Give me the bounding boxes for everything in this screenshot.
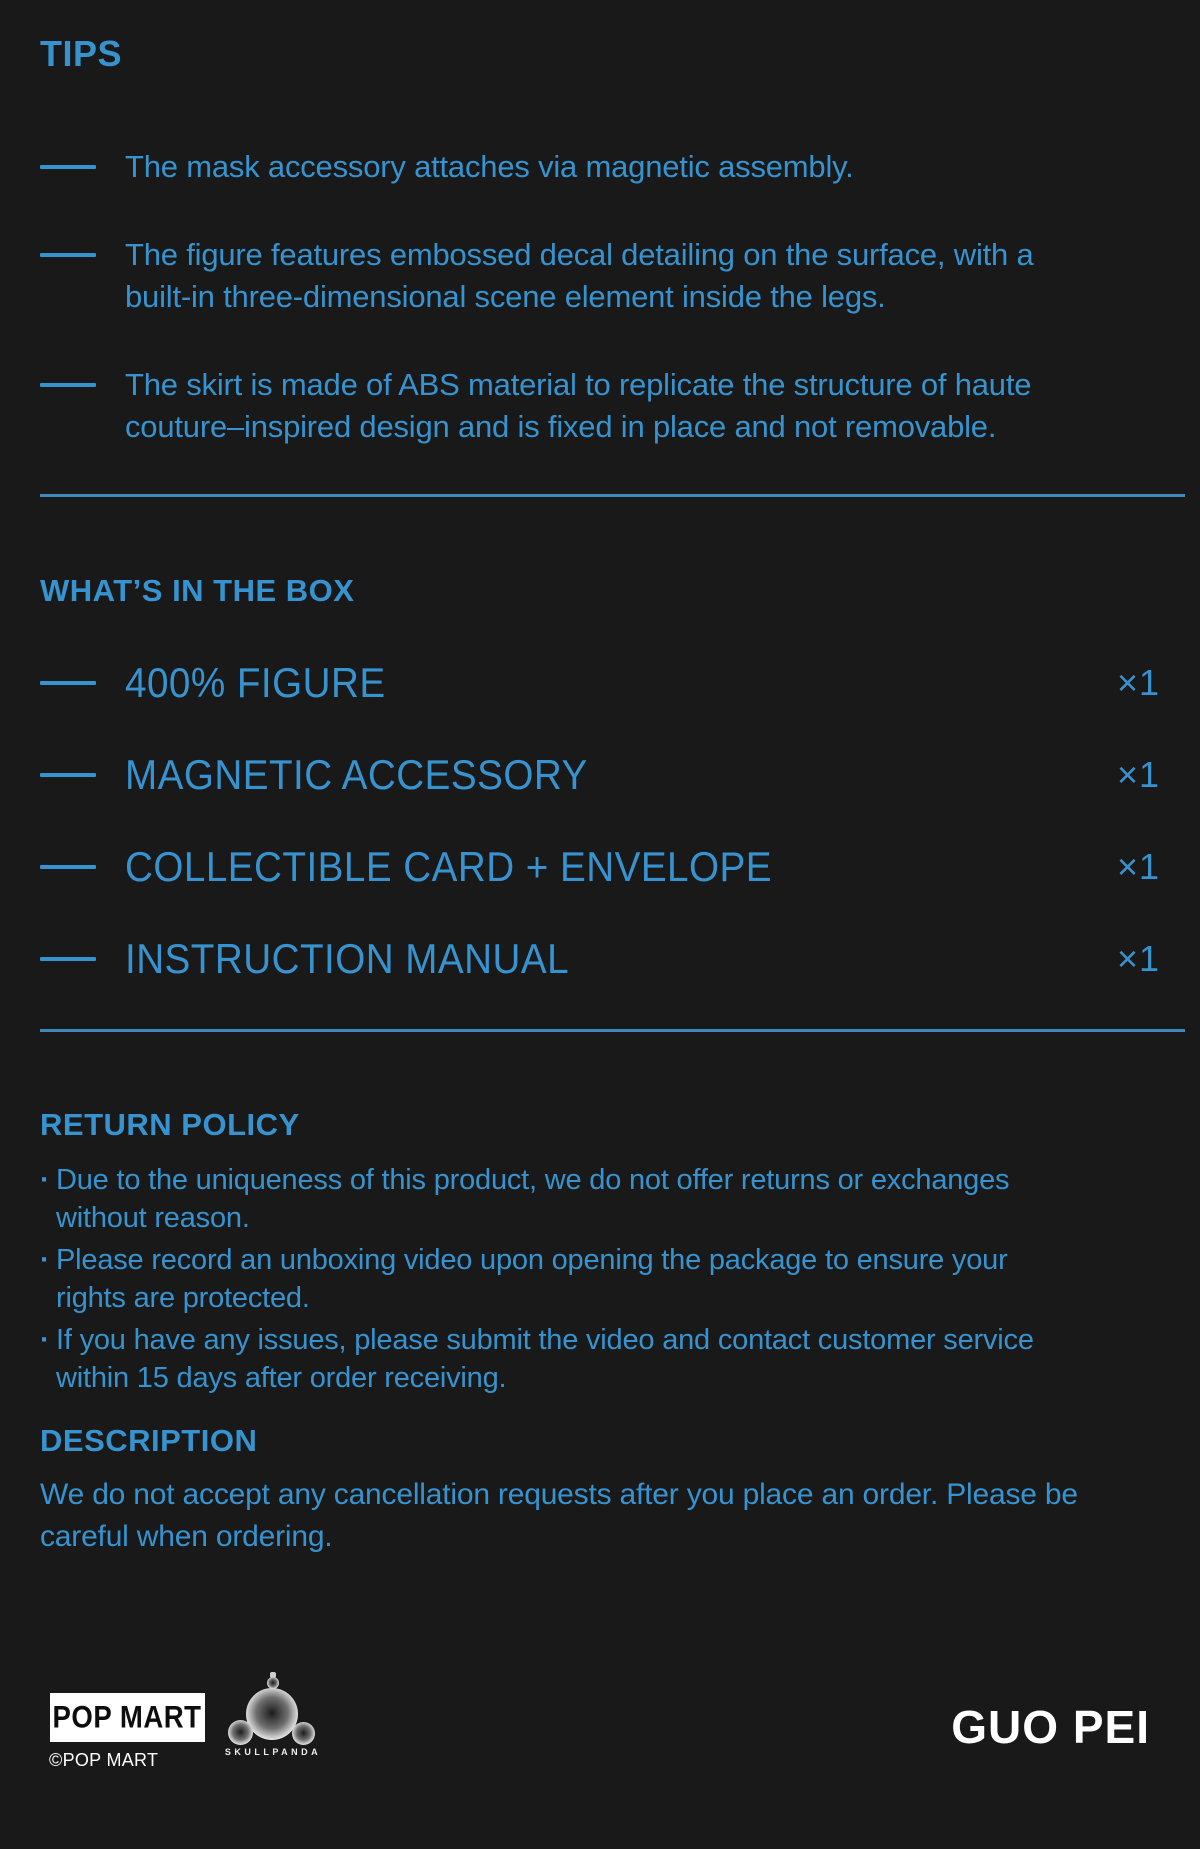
policy-item <box>40 1321 1160 1397</box>
dash-bullet-icon <box>40 681 96 685</box>
description-line: We do not accept any cancellation requests after you place an order. Please be <box>40 1478 1078 1511</box>
skullpanda-logo <box>225 1666 321 1762</box>
popmart-logo-text: POP MART <box>53 1699 202 1735</box>
box-item-qty: ×1 <box>1116 754 1160 795</box>
box-item-row <box>40 937 1160 981</box>
tip-text <box>125 364 1031 448</box>
whats-in-the-box-title: WHAT’S IN THE BOX <box>40 573 355 608</box>
box-item-qty: ×1 <box>1116 938 1160 979</box>
box-item-qty: ×1 <box>1116 846 1160 887</box>
policy-line: rights are protected. <box>56 1282 310 1314</box>
description-text <box>40 1474 1160 1558</box>
policy-item <box>40 1241 1160 1317</box>
skullpanda-left-sphere-icon <box>228 1720 253 1745</box>
return-policy-title: RETURN POLICY <box>40 1107 300 1142</box>
tip-line: couture–inspired design and is fixed in place and not removable. <box>125 409 997 444</box>
section-divider <box>40 494 1185 497</box>
dot-bullet-icon: · <box>40 1164 50 1196</box>
box-item-name: 400% FIGURE <box>125 659 386 706</box>
tips-title: TIPS <box>40 33 123 74</box>
skullpanda-right-sphere-icon <box>292 1722 315 1745</box>
tip-line: The figure features embossed decal detailing on the surface, with a <box>125 237 1034 272</box>
policy-line: without reason. <box>56 1202 250 1234</box>
tip-line: The mask accessory attaches via magnetic assembly. <box>125 149 854 184</box>
description-line: careful when ordering. <box>40 1520 333 1553</box>
policy-item <box>40 1161 1160 1237</box>
tip-item <box>40 234 1160 318</box>
tip-line: The skirt is made of ABS material to replicate the structure of haute <box>125 367 1032 402</box>
description-title: DESCRIPTION <box>40 1423 258 1458</box>
dash-bullet-icon <box>40 253 96 257</box>
policy-line: Please record an unboxing video upon opening the package to ensure your <box>56 1244 1008 1276</box>
skullpanda-label: SKULLPANDA <box>224 1747 322 1757</box>
box-item-row <box>40 661 1160 705</box>
tip-item <box>40 364 1160 448</box>
dash-bullet-icon <box>40 957 96 961</box>
tip-item <box>40 146 1160 188</box>
dash-bullet-icon <box>40 383 96 387</box>
box-item-name: INSTRUCTION MANUAL <box>125 935 570 982</box>
box-item-name: COLLECTIBLE CARD + ENVELOPE <box>125 843 772 890</box>
guo-pei-brand: GUO PEI <box>951 1701 1150 1753</box>
tips-list <box>40 146 1160 448</box>
box-item-row <box>40 753 1160 797</box>
section-divider <box>40 1029 1185 1032</box>
tip-text <box>125 234 1034 318</box>
policy-text <box>56 1321 1034 1397</box>
policy-line: If you have any issues, please submit the video and contact customer service <box>56 1324 1034 1356</box>
policy-text <box>56 1161 1009 1237</box>
box-item-row <box>40 845 1160 889</box>
dot-bullet-icon: · <box>40 1244 50 1276</box>
skullpanda-body-icon <box>246 1688 298 1740</box>
policy-line: Due to the uniqueness of this product, we do not offer returns or exchanges <box>56 1164 1010 1196</box>
dash-bullet-icon <box>40 865 96 869</box>
dot-bullet-icon: · <box>40 1324 50 1356</box>
box-item-qty: ×1 <box>1116 662 1160 703</box>
return-policy-list <box>40 1161 1160 1397</box>
copyright-text: ©POP MART <box>49 1750 159 1770</box>
policy-text <box>56 1241 1008 1317</box>
dash-bullet-icon <box>40 773 96 777</box>
policy-line: within 15 days after order receiving. <box>56 1362 507 1394</box>
tip-line: built-in three-dimensional scene element inside the legs. <box>125 279 886 314</box>
tip-text <box>125 146 854 188</box>
popmart-logo <box>50 1693 205 1742</box>
box-contents-list <box>40 661 1160 981</box>
box-item-name: MAGNETIC ACCESSORY <box>125 751 588 798</box>
dash-bullet-icon <box>40 165 96 169</box>
